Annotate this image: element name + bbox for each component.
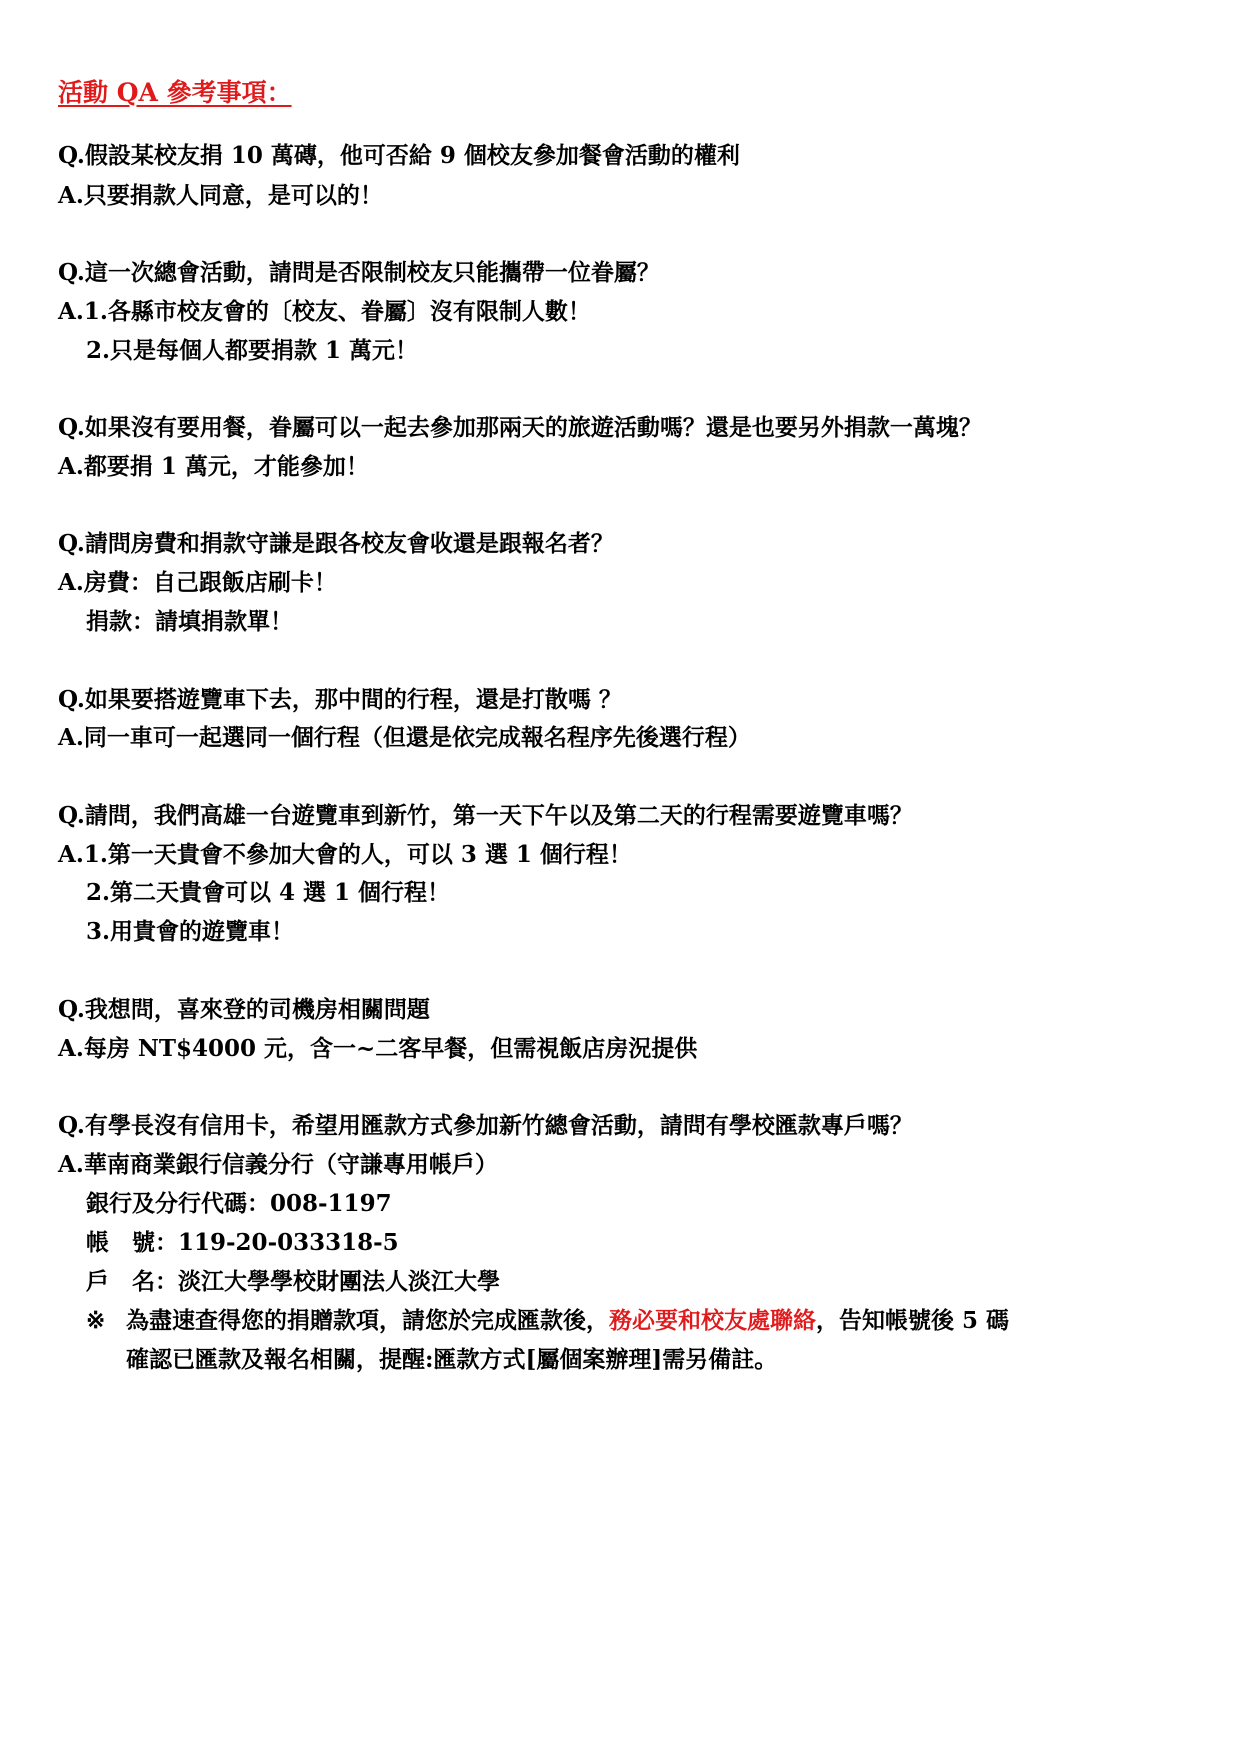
answer-4-line-2: 捐款：請填捐款單！ — [86, 608, 293, 635]
answer-2-line-2: 2.只是每個人都要捐款 1 萬元！ — [86, 337, 419, 364]
note-text-before: 為盡速查得您的捐贈款項，請您於完成匯款後， — [126, 1307, 609, 1334]
question-6: Q.請問，我們高雄一台遊覽車到新竹，第一天下午以及第二天的行程需要遊覽車嗎？ — [58, 802, 913, 829]
answer-1-line-1: A.只要捐款人同意，是可以的！ — [58, 182, 383, 209]
answer-3-line-1: A.都要捐 1 萬元，才能參加！ — [58, 453, 369, 480]
account-number-line: 帳 號：119-20-033318-5 — [86, 1229, 399, 1256]
note-text-after: ，告知帳號後 5 碼 — [816, 1307, 1010, 1334]
question-5: Q.如果要搭遊覽車下去，那中間的行程，還是打散嗎 ？ — [58, 686, 622, 713]
note-line-2: 確認已匯款及報名相關，提醒:匯款方式[屬個案辦理]需另備註。 — [126, 1346, 778, 1373]
note-line-1 — [126, 1305, 1009, 1337]
answer-6-line-1: A.1.第一天貴會不參加大會的人，可以 3 選 1 個行程！ — [58, 841, 632, 868]
answer-2-line-1: A.1.各縣市校友會的〔校友、眷屬〕沒有限制人數！ — [58, 298, 591, 325]
note-highlight: 務必要和校友處聯絡 — [609, 1307, 816, 1334]
note-mark: ※ — [86, 1307, 106, 1334]
question-4: Q.請問房費和捐款守謙是跟各校友會收還是跟報名者？ — [58, 530, 614, 557]
question-1: Q.假設某校友捐 10 萬磚，他可否給 9 個校友參加餐會活動的權利 — [58, 142, 740, 169]
question-7: Q.我想問，喜來登的司機房相關問題 — [58, 996, 430, 1023]
bank-code-line: 銀行及分行代碼：008-1197 — [86, 1190, 392, 1217]
answer-4-line-1: A.房費：自己跟飯店刷卡！ — [58, 569, 337, 596]
answer-6-line-2: 2.第二天貴會可以 4 選 1 個行程！ — [86, 879, 451, 906]
account-name-line: 戶 名：淡江大學學校財團法人淡江大學 — [86, 1268, 500, 1295]
answer-5-line-1: A.同一車可一起選同一個行程（但還是依完成報名程序先後選行程） — [58, 724, 751, 751]
answer-7-line-1: A.每房 NT$4000 元，含一~二客早餐，但需視飯店房況提供 — [58, 1035, 698, 1062]
question-8: Q.有學長沒有信用卡，希望用匯款方式參加新竹總會活動，請問有學校匯款專戶嗎？ — [58, 1112, 913, 1139]
page-title: 活動 QA 參考事項： — [58, 78, 292, 107]
question-2: Q.這一次總會活動，請問是否限制校友只能攜帶一位眷屬？ — [58, 259, 660, 286]
question-3: Q.如果沒有要用餐，眷屬可以一起去參加那兩天的旅遊活動嗎？還是也要另外捐款一萬塊？ — [58, 414, 982, 441]
answer-6-line-3: 3.用貴會的遊覽車！ — [86, 918, 295, 945]
answer-8-line-1: A.華南商業銀行信義分行（守謙專用帳戶） — [58, 1151, 498, 1178]
